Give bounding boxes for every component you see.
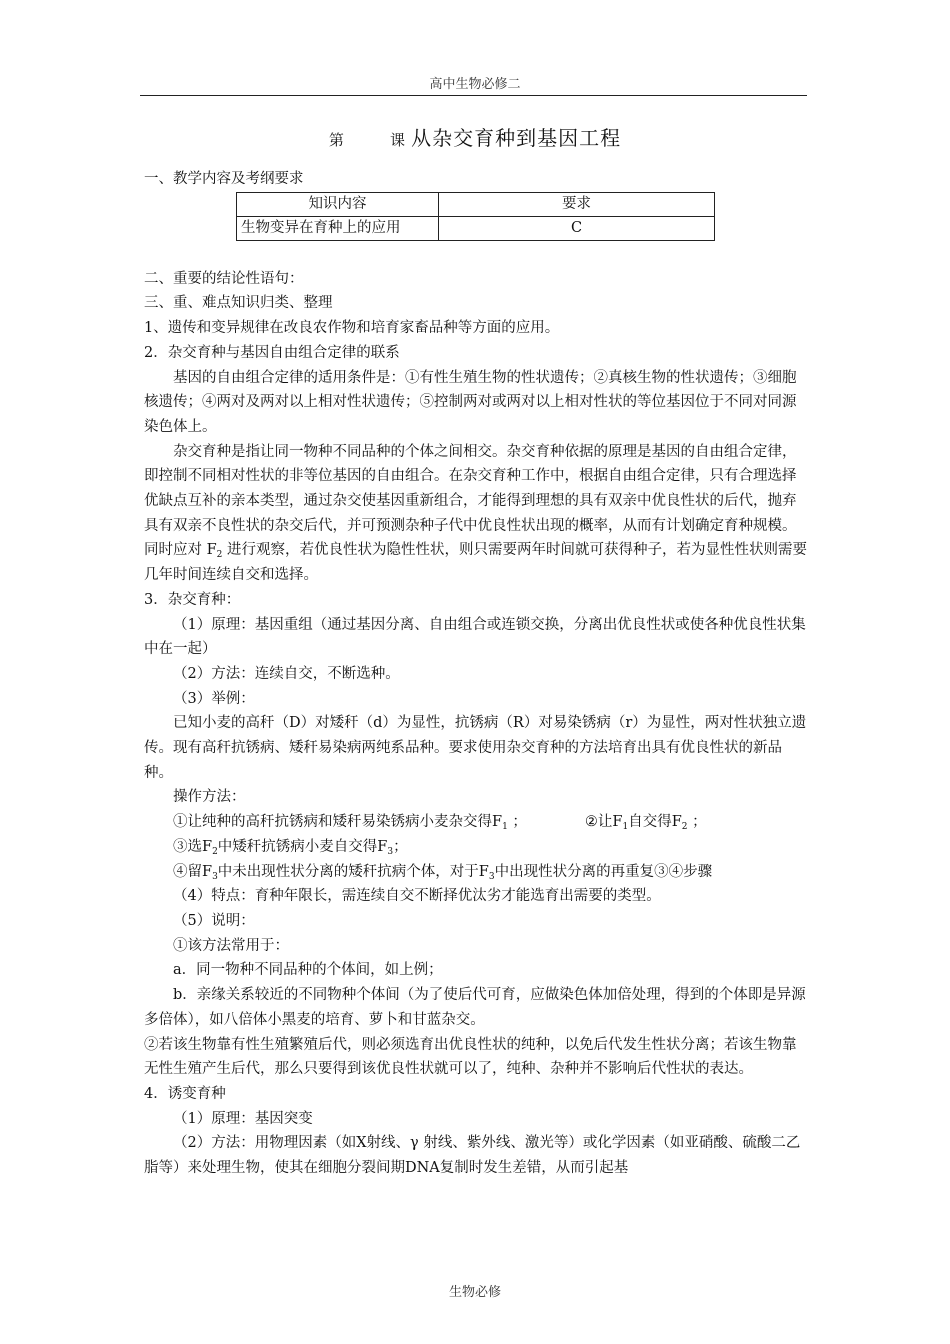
title-mid: 课 bbox=[390, 131, 406, 149]
subscript: 3 bbox=[488, 871, 495, 882]
section-heading-2: 二、重要的结论性语句： bbox=[144, 270, 304, 287]
table-header-cell: 知识内容 bbox=[237, 192, 439, 216]
document-body bbox=[144, 167, 809, 1181]
paragraph: （3）举例： bbox=[173, 690, 255, 707]
subscript: 3 bbox=[212, 871, 218, 882]
paragraph: 操作方法： bbox=[173, 789, 246, 806]
text-run: ； bbox=[507, 814, 527, 831]
paragraph: 基因的自由组合定律的适用条件是：①有性生殖生物的性状遗传；②真核生物的性状遗传；③细胞核遗传；④两对及两对以上相对性状遗传；⑤控制两对或两对以上相对性状的等位基因位于不同对同源染色体上。 bbox=[144, 369, 797, 435]
step-1-2 bbox=[144, 810, 809, 835]
page-header: 高中生物必修二 bbox=[429, 77, 521, 92]
section-heading-3: 三、重、难点知识归类、整理 bbox=[144, 295, 333, 312]
paragraph bbox=[144, 440, 809, 588]
subscript: 1 bbox=[622, 822, 629, 833]
page-footer: 生物必修 bbox=[448, 1285, 501, 1300]
text-run: 杂交育种是指让同一物种不同品种的个体之间相交。杂交育种依据的原理是基因的自由组合定律，即控制不同相对性状的非等位基因的自由组合。在杂交育种工作中，根据自由组合定律，只有合理选择优缺点互补的亲本类型，通过杂交使基因重新组合，才能得到理想的具有双亲中优良性状的后代，抛弃具有双亲不良性状的杂交后代，并可预测杂种子代中优良性状出现的概率，从而有计划确定育种规模。同时应对 F bbox=[144, 443, 797, 559]
text-run: 中未出现性状分离的矮秆抗病个体，对于F bbox=[217, 863, 489, 880]
table-cell: 生物变异在育种上的应用 bbox=[237, 216, 439, 240]
paragraph: 1、遗传和变异规律在改良农作物和培育家畜品种等方面的应用。 bbox=[144, 320, 560, 337]
paragraph: 3．杂交育种： bbox=[144, 591, 241, 608]
paragraph: a．同一物种不同品种的个体间，如上例； bbox=[173, 962, 443, 979]
subscript: 1 bbox=[502, 822, 508, 833]
paragraph: 已知小麦的高秆（D）对矮秆（d）为显性，抗锈病（R）对易染锈病（r）为显性，两对性状独立遗传。现有高秆抗锈病、矮秆易染病两纯系品种。要求使用杂交育种的方法培育出具有优良性状的新品种。 bbox=[144, 715, 807, 781]
table-row bbox=[237, 216, 715, 240]
subscript: 2 bbox=[216, 550, 223, 561]
text-run: 中矮秆抗锈病小麦自交得F bbox=[217, 838, 388, 855]
table-cell: C bbox=[439, 216, 715, 240]
paragraph: ①该方法常用于： bbox=[173, 937, 289, 954]
paragraph: 2．杂交育种与基因自由组合定律的联系 bbox=[144, 344, 400, 361]
text-run: ； bbox=[393, 838, 408, 855]
title-prefix: 第 bbox=[328, 131, 344, 149]
paragraph: （5）说明： bbox=[173, 912, 255, 929]
paragraph: ②若该生物靠有性生殖繁殖后代，则必须选育出优良性状的纯种，以免后代发生性状分离；若该生物靠无性生殖产生后代，那么只要得到该优良性状就可以了，纯种、杂种并不影响后代性状的表达。 bbox=[144, 1036, 797, 1078]
step-3 bbox=[144, 835, 809, 860]
text-run: ； bbox=[687, 814, 707, 831]
text-run: ③选F bbox=[173, 838, 213, 855]
paragraph: （2）方法：连续自交，不断选种。 bbox=[173, 665, 400, 682]
paragraph: （1）原理：基因突变 bbox=[173, 1110, 313, 1127]
paragraph: （4）特点：育种年限长，需连续自交不断择优汰劣才能选育出需要的类型。 bbox=[173, 888, 661, 905]
step-4 bbox=[144, 860, 809, 885]
text-run: 进行观察，若优良性状为隐性性状，则只需要两年时间就可获得种子，若为显性性状则需要几年时间连续自交和选择。 bbox=[144, 542, 808, 584]
table-header-cell: 要求 bbox=[439, 192, 715, 216]
text-run: 中出现性状分离的再重复③④步骤 bbox=[494, 863, 713, 880]
subscript: 3 bbox=[387, 846, 394, 857]
section-heading-1: 一、教学内容及考纲要求 bbox=[144, 171, 304, 187]
text-run: ②让F bbox=[584, 814, 623, 831]
paragraph: （1）原理：基因重组（通过基因分离、自由组合或连锁交换，分离出优良性状或使各种优良性状集中在一起） bbox=[144, 616, 806, 658]
lesson-title bbox=[0, 122, 950, 151]
table-header-row bbox=[237, 192, 715, 216]
subscript: 2 bbox=[212, 846, 218, 857]
title-main: 从杂交育种到基因工程 bbox=[411, 126, 622, 150]
subscript: 2 bbox=[681, 822, 688, 833]
paragraph: （2）方法：用物理因素（如X射线、γ 射线、紫外线、激光等）或化学因素（如亚硝酸、硫酸二乙脂等）来处理生物，使其在细胞分裂间期DNA复制时发生差错，从而引起基 bbox=[144, 1135, 801, 1177]
requirements-table bbox=[236, 192, 715, 241]
header-rule bbox=[140, 95, 807, 96]
paragraph: b．亲缘关系较近的不同物种个体间（为了使后代可育，应做染色体加倍处理，得到的个体即是异源多倍体），如八倍体小黑麦的培育、萝卜和甘蓝杂交。 bbox=[144, 987, 806, 1028]
text-run: ④留F bbox=[173, 863, 213, 880]
paragraph: 4．诱变育种 bbox=[144, 1085, 226, 1102]
text-run: 自交得F bbox=[628, 814, 682, 831]
text-run: ①让纯种的高秆抗锈病和矮秆易染锈病小麦杂交得F bbox=[173, 814, 503, 831]
